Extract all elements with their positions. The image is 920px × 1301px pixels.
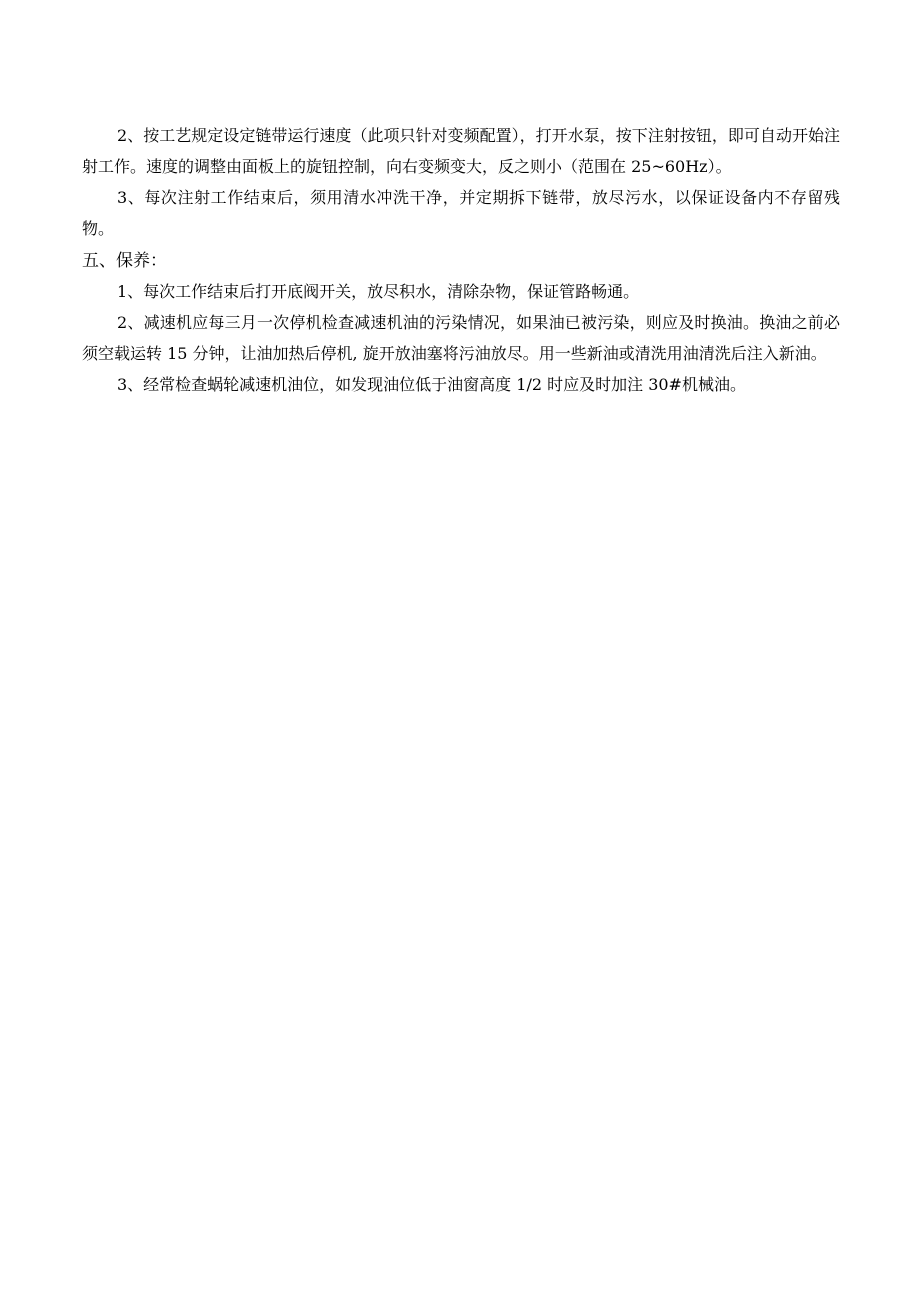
paragraph-reducer-oil-change: 2、减速机应每三月一次停机检查减速机油的污染情况，如果油已被污染，则应及时换油。换油之前必须空载运转 15 分钟，让油加热后停机, 旋开放油塞将污油放尽。用一些新油或清洗用油清洗后注入新油。: [82, 313, 840, 363]
document-body: [82, 120, 840, 400]
section-heading-maintenance: 五、保养：: [82, 251, 167, 271]
paragraph-cleaning: 3、每次注射工作结束后，须用清水冲洗干净，并定期拆下链带，放尽污水，以保证设备内不存留残物。: [82, 188, 840, 238]
paragraph-oil-level-check: 3、经常检查蜗轮减速机油位，如发现油位低于油窗高度 1/2 时应及时加注 30#机械油。: [117, 375, 746, 394]
paragraph-injection-speed: 2、按工艺规定设定链带运行速度（此项只针对变频配置），打开水泵，按下注射按钮，即可自动开始注射工作。速度的调整由面板上的旋钮控制，向右变频变大，反之则小（范围在 25~60Hz）。: [82, 126, 840, 176]
paragraph-drain-water: 1、每次工作结束后打开底阀开关，放尽积水，清除杂物，保证管路畅通。: [117, 282, 640, 301]
